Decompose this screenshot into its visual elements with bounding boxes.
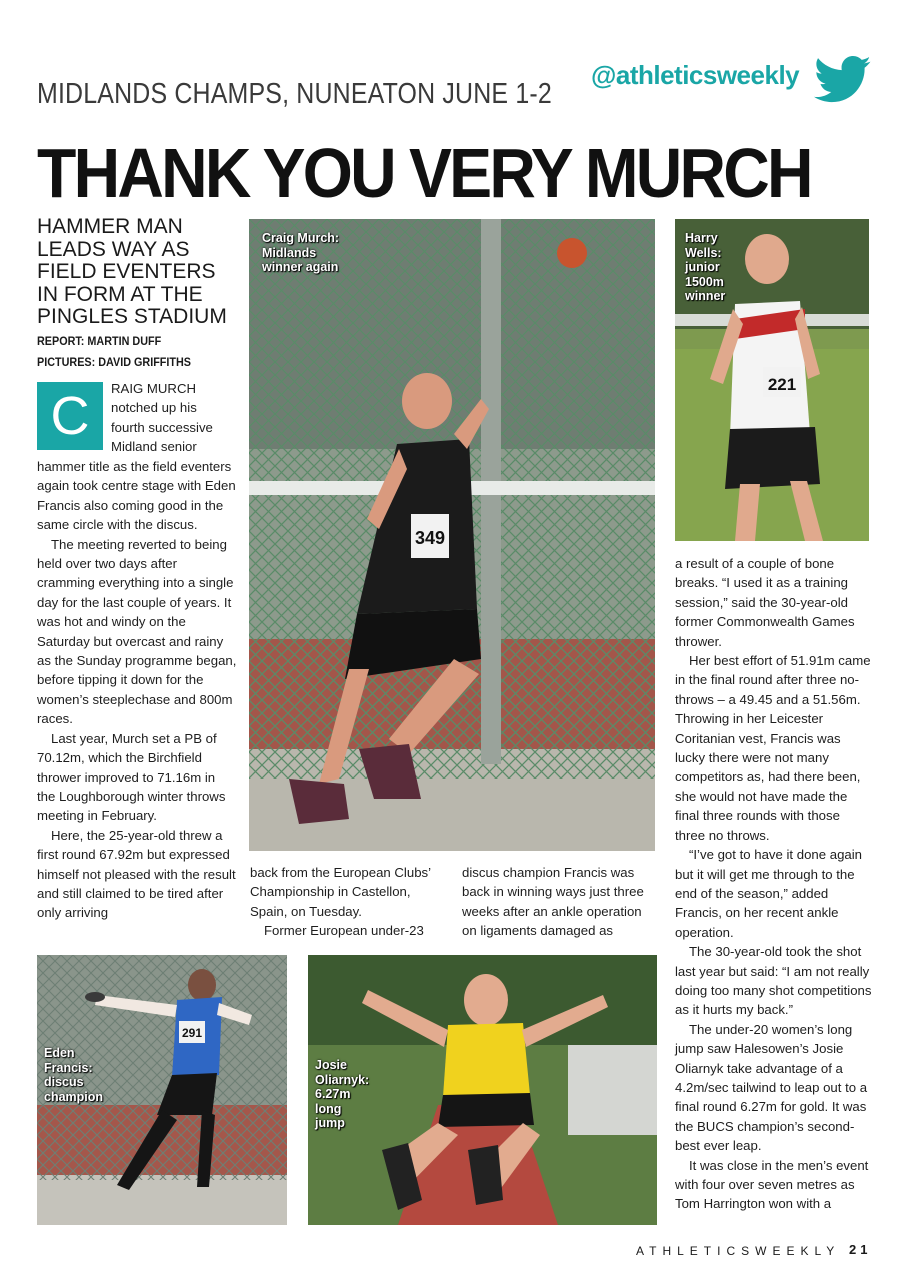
headline: THANK YOU VERY MURCH xyxy=(37,134,811,212)
twitter-handle[interactable]: @athleticsweekly xyxy=(591,60,800,90)
report-credit: REPORT: MARTIN DUFF xyxy=(37,334,162,348)
caption-line: Craig Murch: xyxy=(262,231,340,245)
paragraph: discus champion Francis was back in winning ways just three weeks after an ankle operation on ligaments damaged as xyxy=(462,865,644,939)
caption-line: Eden xyxy=(44,1046,75,1060)
bib-number: 221 xyxy=(767,375,797,394)
caption-line: 6.27m xyxy=(315,1087,351,1101)
body-column-2 xyxy=(250,863,446,941)
caption-line: jump xyxy=(315,1116,345,1130)
caption-line: discus xyxy=(44,1075,84,1089)
caption-line: Francis: xyxy=(44,1060,93,1075)
lead-line: RAIG MURCH xyxy=(111,381,196,396)
caption-line: 1500m xyxy=(685,274,724,289)
caption-line: Midlands xyxy=(262,245,317,260)
photo-francis-discus xyxy=(37,955,287,1225)
paragraph: The meeting reverted to being held over two days after cramming everything into a single day for the last couple of years. It was hot and windy on the Saturday but overcast and rainy as the Sunday programme began, before tipping it down for the women’s steeplechase and 800m races. xyxy=(37,536,237,727)
photo-caption xyxy=(44,1046,103,1104)
paragraph: The 30-year-old took the shot last year but said: “I am not really doing too many shot competitions as it hurts my back.” xyxy=(675,944,872,1018)
caption-line: champion xyxy=(44,1089,104,1104)
photo-caption xyxy=(315,1058,369,1131)
paragraph: “I’ve got to have it done again but it will get me through to the end of the season,” added Francis, on her recent ankle operation. xyxy=(675,847,863,940)
footer-magazine-name: ATHLETICSWEEKLY xyxy=(636,1244,841,1258)
paragraph: The under-20 women’s long jump saw Halesowen’s Josie Oliarnyk take advantage of a 4.2m/sec tailwind to leap out to a final round 6.27m for gold. It was the BUCS champion’s second-best ever leap. xyxy=(675,1021,868,1154)
caption-line: winner again xyxy=(262,260,339,274)
twitter-bird-icon[interactable] xyxy=(813,56,873,104)
lead-line: notched up his xyxy=(111,400,197,416)
caption-line: Harry xyxy=(685,231,718,245)
photo-oliarnyk-long-jump xyxy=(308,955,657,1225)
section-kicker: MIDLANDS CHAMPS, NUNEATON JUNE 1-2 xyxy=(37,78,552,110)
bib-number: 291 xyxy=(181,1026,203,1040)
body-column-4 xyxy=(675,554,873,1214)
paragraph: hammer title as the field eventers again took centre stage with Eden Francis also coming good in the same circle with the discus. xyxy=(37,459,236,533)
caption-line: Josie xyxy=(315,1058,347,1072)
caption-line: winner xyxy=(685,289,726,303)
paragraph: Her best effort of 51.91m came in the final round after three no-throws – a 49.45 and a 51.56m. Throwing in her Leicester Coritanian vest, Francis was lucky there were not many competitors as, had there been, she would not have made the final three rounds with those three no throws. xyxy=(675,653,871,843)
body-column-3 xyxy=(462,863,658,941)
bib-number: 349 xyxy=(414,528,446,548)
caption-line: long xyxy=(315,1101,342,1116)
lead-line: Midland senior xyxy=(111,439,197,455)
paragraph: back from the European Clubs’ Championship in Castellon, Spain, on Tuesday. xyxy=(250,865,431,919)
paragraph: Last year, Murch set a PB of 70.12m, which the Birchfield thrower improved to 71.16m in the Loughborough winter throws meeting in February. xyxy=(37,730,226,824)
drop-cap: C xyxy=(37,382,103,450)
caption-line: junior xyxy=(685,260,720,274)
lead-lines xyxy=(111,379,246,457)
paragraph: Here, the 25-year-old threw a first round 67.92m but expressed himself not pleased with the result and still claimed to be tired after only arriving xyxy=(37,827,236,921)
body-column-1 xyxy=(37,457,237,923)
photo-caption xyxy=(262,231,339,275)
photo-murch-hammer xyxy=(249,219,655,851)
caption-line: Wells: xyxy=(685,245,722,260)
paragraph: a result of a couple of bone breaks. “I used it as a training session,” said the 30-year-old former Commonwealth Games thrower. xyxy=(675,556,855,649)
lead-line: fourth successive xyxy=(111,419,213,435)
paragraph: It was close in the men’s event with four over seven metres as Tom Harrington won with a xyxy=(675,1157,869,1212)
paragraph: Former European under-23 xyxy=(264,923,424,939)
caption-line: Oliarnyk: xyxy=(315,1072,370,1087)
pictures-credit: PICTURES: DAVID GRIFFITHS xyxy=(37,355,192,369)
photo-wells-runner xyxy=(675,219,869,541)
page-number: 21 xyxy=(849,1242,872,1257)
standfirst: HAMMER MAN LEADS WAY AS FIELD EVENTERS IN FORM AT THE PINGLES STADIUM xyxy=(37,215,227,328)
photo-caption xyxy=(685,231,725,304)
